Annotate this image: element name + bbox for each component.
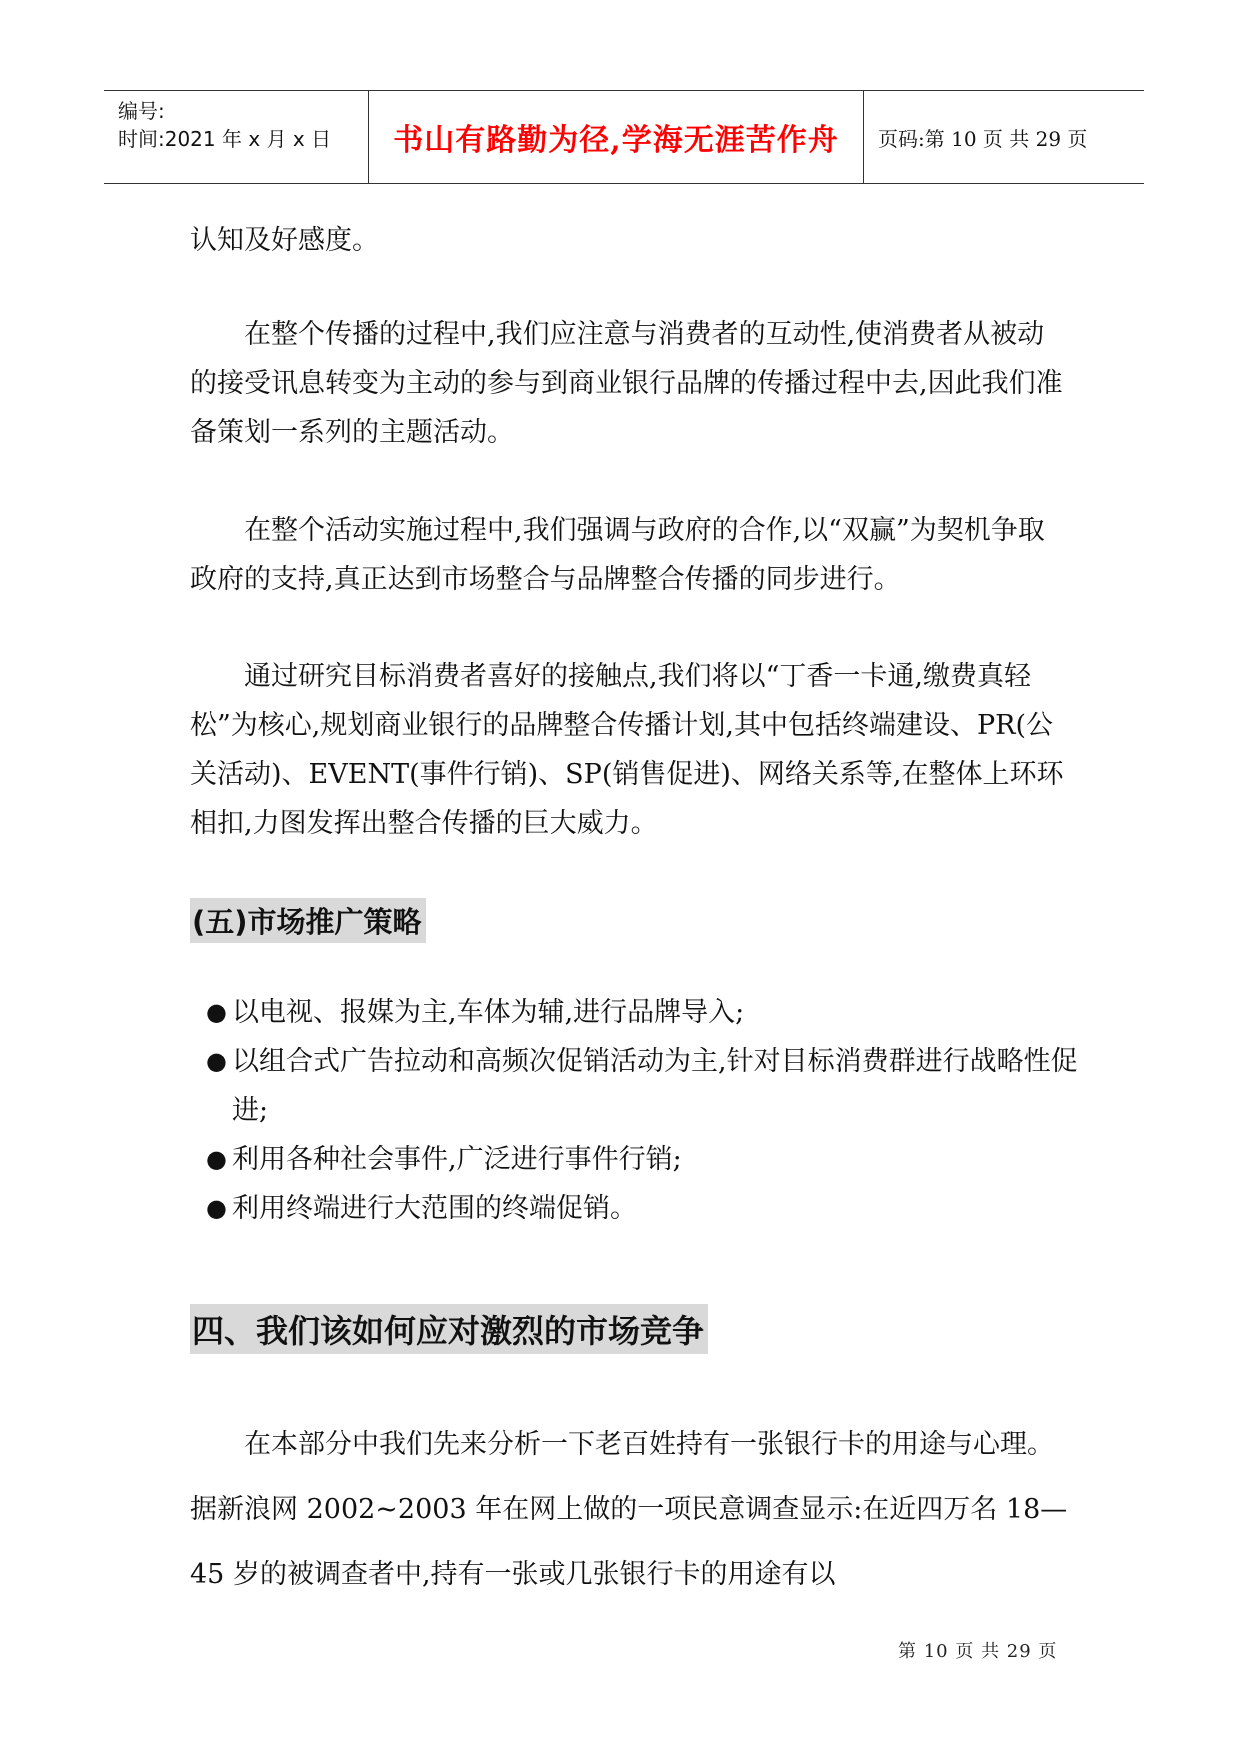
bullet-icon: ● xyxy=(206,1047,227,1075)
header-meta xyxy=(104,91,369,183)
strategy-list xyxy=(206,988,1086,1233)
list-item: ● 以电视、报媒为主,车体为辅,进行品牌导入; xyxy=(206,988,1086,1037)
header-page-info: 页码:第 10 页 共 29 页 xyxy=(878,126,1088,151)
bullet-icon: ● xyxy=(206,998,227,1026)
paragraph-5: 在本部分中我们先来分析一下老百姓持有一张银行卡的用途与心理。 据新浪网 2002~2003 年在网上做的一项民意调查显示:在近四万名 18—45 岁的被调查者中,持有一张或几张银行卡的用途有以 xyxy=(190,1429,1068,1590)
header-motto: 书山有路勤为径,学海无涯苦作舟 xyxy=(369,91,864,183)
serial-label: 编号: xyxy=(118,99,165,123)
list-item: ● 利用终端进行大范围的终端促销。 xyxy=(206,1184,1086,1233)
paragraph-2: 在整个传播的过程中,我们应注意与消费者的互动性,使消费者从被动的接受讯息转变为主动的参与到商业银行品牌的传播过程中去,因此我们准备策划一系列的主题活动。 xyxy=(190,319,1063,448)
page-footer: 第 10 页 共 29 页 xyxy=(898,1641,1058,1662)
list-item: ● 以组合式广告拉动和高频次促销活动为主,针对目标消费群进行战略性促 进; xyxy=(206,1037,1086,1135)
bullet-icon: ● xyxy=(206,1145,227,1173)
page-header xyxy=(104,90,1144,184)
section-heading-4: 四、我们该如何应对激烈的市场竞争 xyxy=(190,1304,708,1354)
paragraph-1: 认知及好感度。 xyxy=(190,225,379,256)
paragraph-3: 在整个活动实施过程中,我们强调与政府的合作,以“双赢”为契机争取政府的支持,真正达到市场整合与品牌整合传播的同步进行。 xyxy=(190,515,1045,595)
bullet-icon: ● xyxy=(206,1194,227,1222)
paragraph-4: 通过研究目标消费者喜好的接触点,我们将以“丁香一卡通,缴费真轻松”为核心,规划商业银行的品牌整合传播计划,其中包括终端建设、PR(公关活动)、EVENT(事件行销)、SP(销售促进)、网络关系等,在整体上环环相扣,力图发挥出整合传播的巨大威力。 xyxy=(190,661,1064,839)
list-item: ● 利用各种社会事件,广泛进行事件行销; xyxy=(206,1135,1086,1184)
time-label: 时间:2021 年 x 月 x 日 xyxy=(118,127,332,151)
section-heading-5: (五)市场推广策略 xyxy=(190,898,426,943)
